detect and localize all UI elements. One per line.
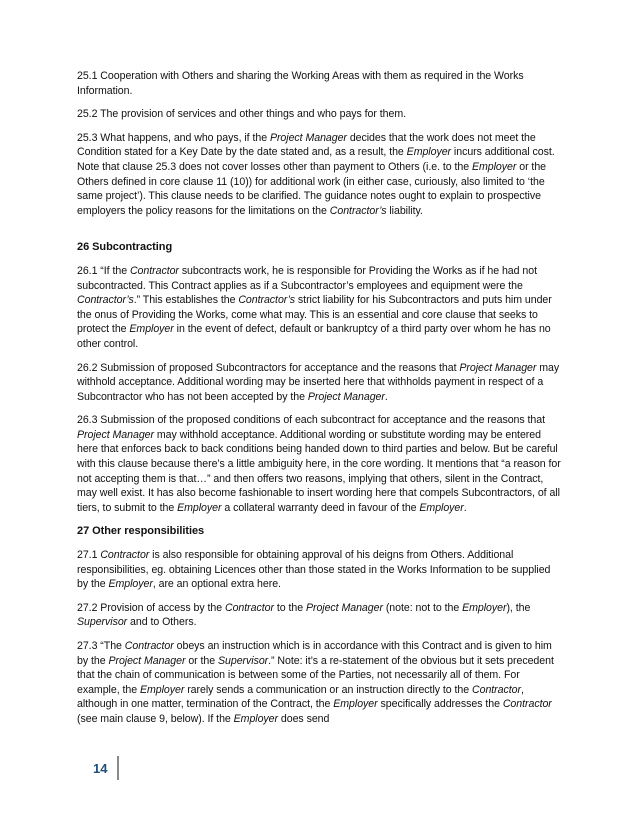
page-footer xyxy=(77,756,121,780)
paragraph-25-2: 25.2 The provision of services and other things and who pays for them. xyxy=(77,108,407,121)
page-body xyxy=(77,69,561,736)
footer-divider xyxy=(117,756,119,780)
page-number: 14 xyxy=(93,761,108,776)
paragraph-25-1: 25.1 Cooperation with Others and sharing the Working Areas with them as required in the Works Information. xyxy=(77,70,524,97)
heading-26-subcontracting: 26 Subcontracting xyxy=(77,241,173,254)
paragraph-27-3: 27.3 “The Contractor obeys an instruction which is in accordance with this Contract and is given to him by the Project Manager or the Supervisor.” Note: it’s a re-statement of the obvious but it sets precedent that the chain of communication is between some of the Parties, not necessarily all of them. For example, the Employer rarely sends a communication or an instruction directly to the Contractor, although in one matter, termination of the Contract, the Employer specifically addresses the Contractor (see main clause 9, below). If the Employer does send xyxy=(77,640,554,725)
heading-27-other-responsibilities: 27 Other responsibilities xyxy=(77,525,205,538)
paragraph-25-3: 25.3 What happens, and who pays, if the Project Manager decides that the work does not meet the Condition stated for a Key Date by the date stated and, as a result, the Employer incurs additional cost. Note that clause 25.3 does not cover losses other than payment to Others (i.e. to the Employer or the Others defined in core clause 11 (10)) for additional work (in either case, curiously, also limited to ‘the same project’). This clause needs to be clarified. The guidance notes ought to explain to prospective employers the policy reasons for the limitations on the Contractor’s liability. xyxy=(77,131,555,217)
paragraph-26-1: 26.1 “If the Contractor subcontracts work, he is responsible for Providing the Works as if he had not subcontracted. This Contract applies as if a Subcontractor’s employees and equipment were the Contractor’s.” This establishes the Contractor’s strict liability for his Subcontractors and puts him under the onus of Providing the Works, come what may. This is an essential and core clause that seeks to protect the Employer in the event of defect, default or bankruptcy of a third party over whom he has no other control. xyxy=(77,264,552,350)
paragraph-27-1: 27.1 Contractor is also responsible for obtaining approval of his deigns from Others. Additional responsibilities, eg. obtaining Licences other than those stated in the Works Information to be supplied by the Employer, are an optional extra here. xyxy=(77,549,551,591)
paragraph-26-2: 26.2 Submission of proposed Subcontractors for acceptance and the reasons that Project Manager may withhold acceptance. Additional wording may be inserted here that withholds payment in respect of a Subcontractor who has not been accepted by the Project Manager. xyxy=(77,361,560,403)
paragraph-27-2: 27.2 Provision of access by the Contractor to the Project Manager (note: not to the Employer), the Supervisor and to Others. xyxy=(77,601,531,629)
paragraph-26-3: 26.3 Submission of the proposed conditions of each subcontract for acceptance and the reasons that Project Manager may withhold acceptance. Additional wording or substitute wording may be entered here that enforces back to back conditions being handed down to third parties and below. But be careful with this clause because there’s a little ambiguity here, in the core wording. It mentions that “a reason for not accepting them is that…” and then offers two reasons, implying that others, silent in the Contract, may well exist. It has also become fashionable to insert wording here that compels Subcontractors, of all tiers, to submit to the Employer a collateral warranty deed in favour of the Employer. xyxy=(77,414,561,514)
